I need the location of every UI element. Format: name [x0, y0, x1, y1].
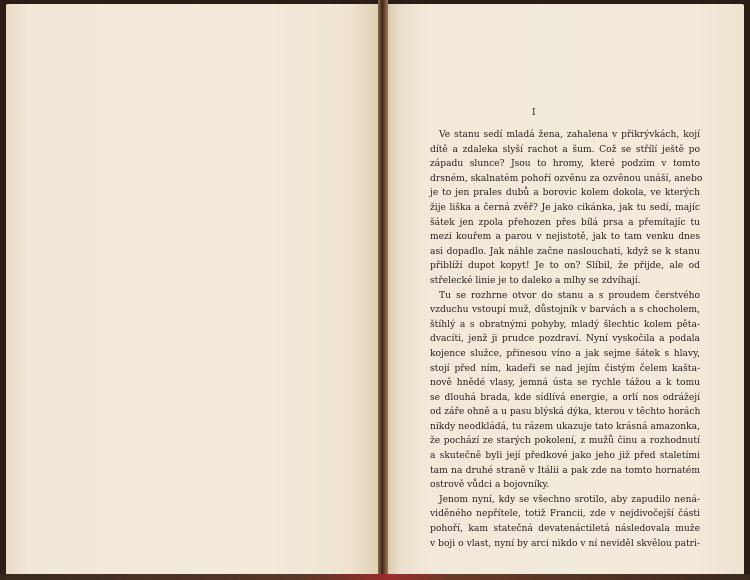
text-line: je to jen prales dubů a borovic kolem dokola, ve kterých	[430, 188, 700, 199]
text-line: se dlouhá brada, kde sídlívá energie, a orlí nos odrážejí	[430, 392, 700, 403]
book-gutter	[378, 0, 388, 580]
text-line: že pochází ze starých pokolení, z mužů činu a rozhodnutí	[430, 436, 700, 447]
text-line: a skutečně byli její předkové jako jeho již před staletími	[430, 451, 700, 462]
text-line: drsném, skalnatém pohoří ozvěnu za ozvěnou unáší, anebo	[430, 173, 703, 184]
text-line: žije liška a černá zvěř? Je jako cikánka, jak tu sedí, majíc	[430, 202, 700, 213]
text-line: přiblíží dupot kopyt! Je to on? Slíbil, že přijde, ale od	[430, 261, 700, 272]
text-line: v boji o vlast, nyní by arci nikdo v ní neviděl skvělou patri-	[430, 538, 700, 549]
text-line: nikdy neodkládá, tu rázem ukazuje tato krásná amazonka,	[430, 421, 700, 432]
text-line: Ve stanu sedí mladá žena, zahalena v přikrývkách, kojí	[439, 130, 700, 140]
text-line: kojence služce, přinesou víno a jak sejme šátek s hlavy,	[430, 348, 700, 359]
text-line: od záře ohně a u pasu blýská dýka, kterou v těchto horách	[430, 407, 701, 418]
text-line: tam na druhé straně v Itálii a pak zde na tomto hornatém	[430, 465, 700, 476]
text-line: dvacíti, jenž ji prudce pozdraví. Nyní vyskočila a podala	[430, 334, 700, 345]
text-line: stojí před ním, kadeři se nad jejím čistým čelem kašta-	[430, 363, 700, 374]
text-line: střelecké linie je to daleko a mlhy se zdvíhají.	[430, 275, 641, 286]
text-line: asi dopadlo. Jak náhle začne naslouchati, když se k stanu	[430, 246, 700, 257]
text-line: Tu se rozhrne otvor do stanu a s proudem čerstvého	[439, 290, 700, 301]
body-text	[430, 128, 703, 551]
left-page-blank	[6, 4, 380, 576]
text-line: ostrově vůdci a bojovníky.	[430, 480, 550, 491]
chapter-number: I	[532, 108, 536, 118]
text-line: Jenom nyní, kdy se všechno srotilo, aby zapudilo nená-	[439, 494, 700, 505]
paragraph	[430, 493, 700, 551]
text-line: vzduchu vstoupí muž, důstojník v barvách a s chocholem,	[430, 305, 700, 316]
book-edge	[0, 574, 750, 580]
text-line: nově hnědé vlasy, jemná ústa se rychle tážou a k tomu	[430, 378, 700, 389]
text-line: pohoří, kam statečná devatenáctiletá následovala muže	[430, 524, 700, 535]
text-line: dítě a zdaleka slyší rachot a šum. Což se střílí ještě po	[430, 144, 700, 155]
text-line: viděného nepřítele, totiž Francii, zde v nejdivočejší části	[430, 509, 700, 520]
text-line: mezi kouřem a parou v nejistotě, jak to tam venku dnes	[430, 232, 700, 243]
paragraph	[430, 289, 700, 493]
text-line: západu slunce? Jsou to hromy, které podzim v tomto	[430, 159, 700, 170]
paragraph	[430, 128, 703, 289]
text-line: štíhlý a s obratnými pohyby, mladý šlechtic kolem pěta-	[430, 319, 700, 330]
text-line: šátek jen zpola přehozen přes bílá prsa a přemítajíc tu	[430, 217, 700, 228]
